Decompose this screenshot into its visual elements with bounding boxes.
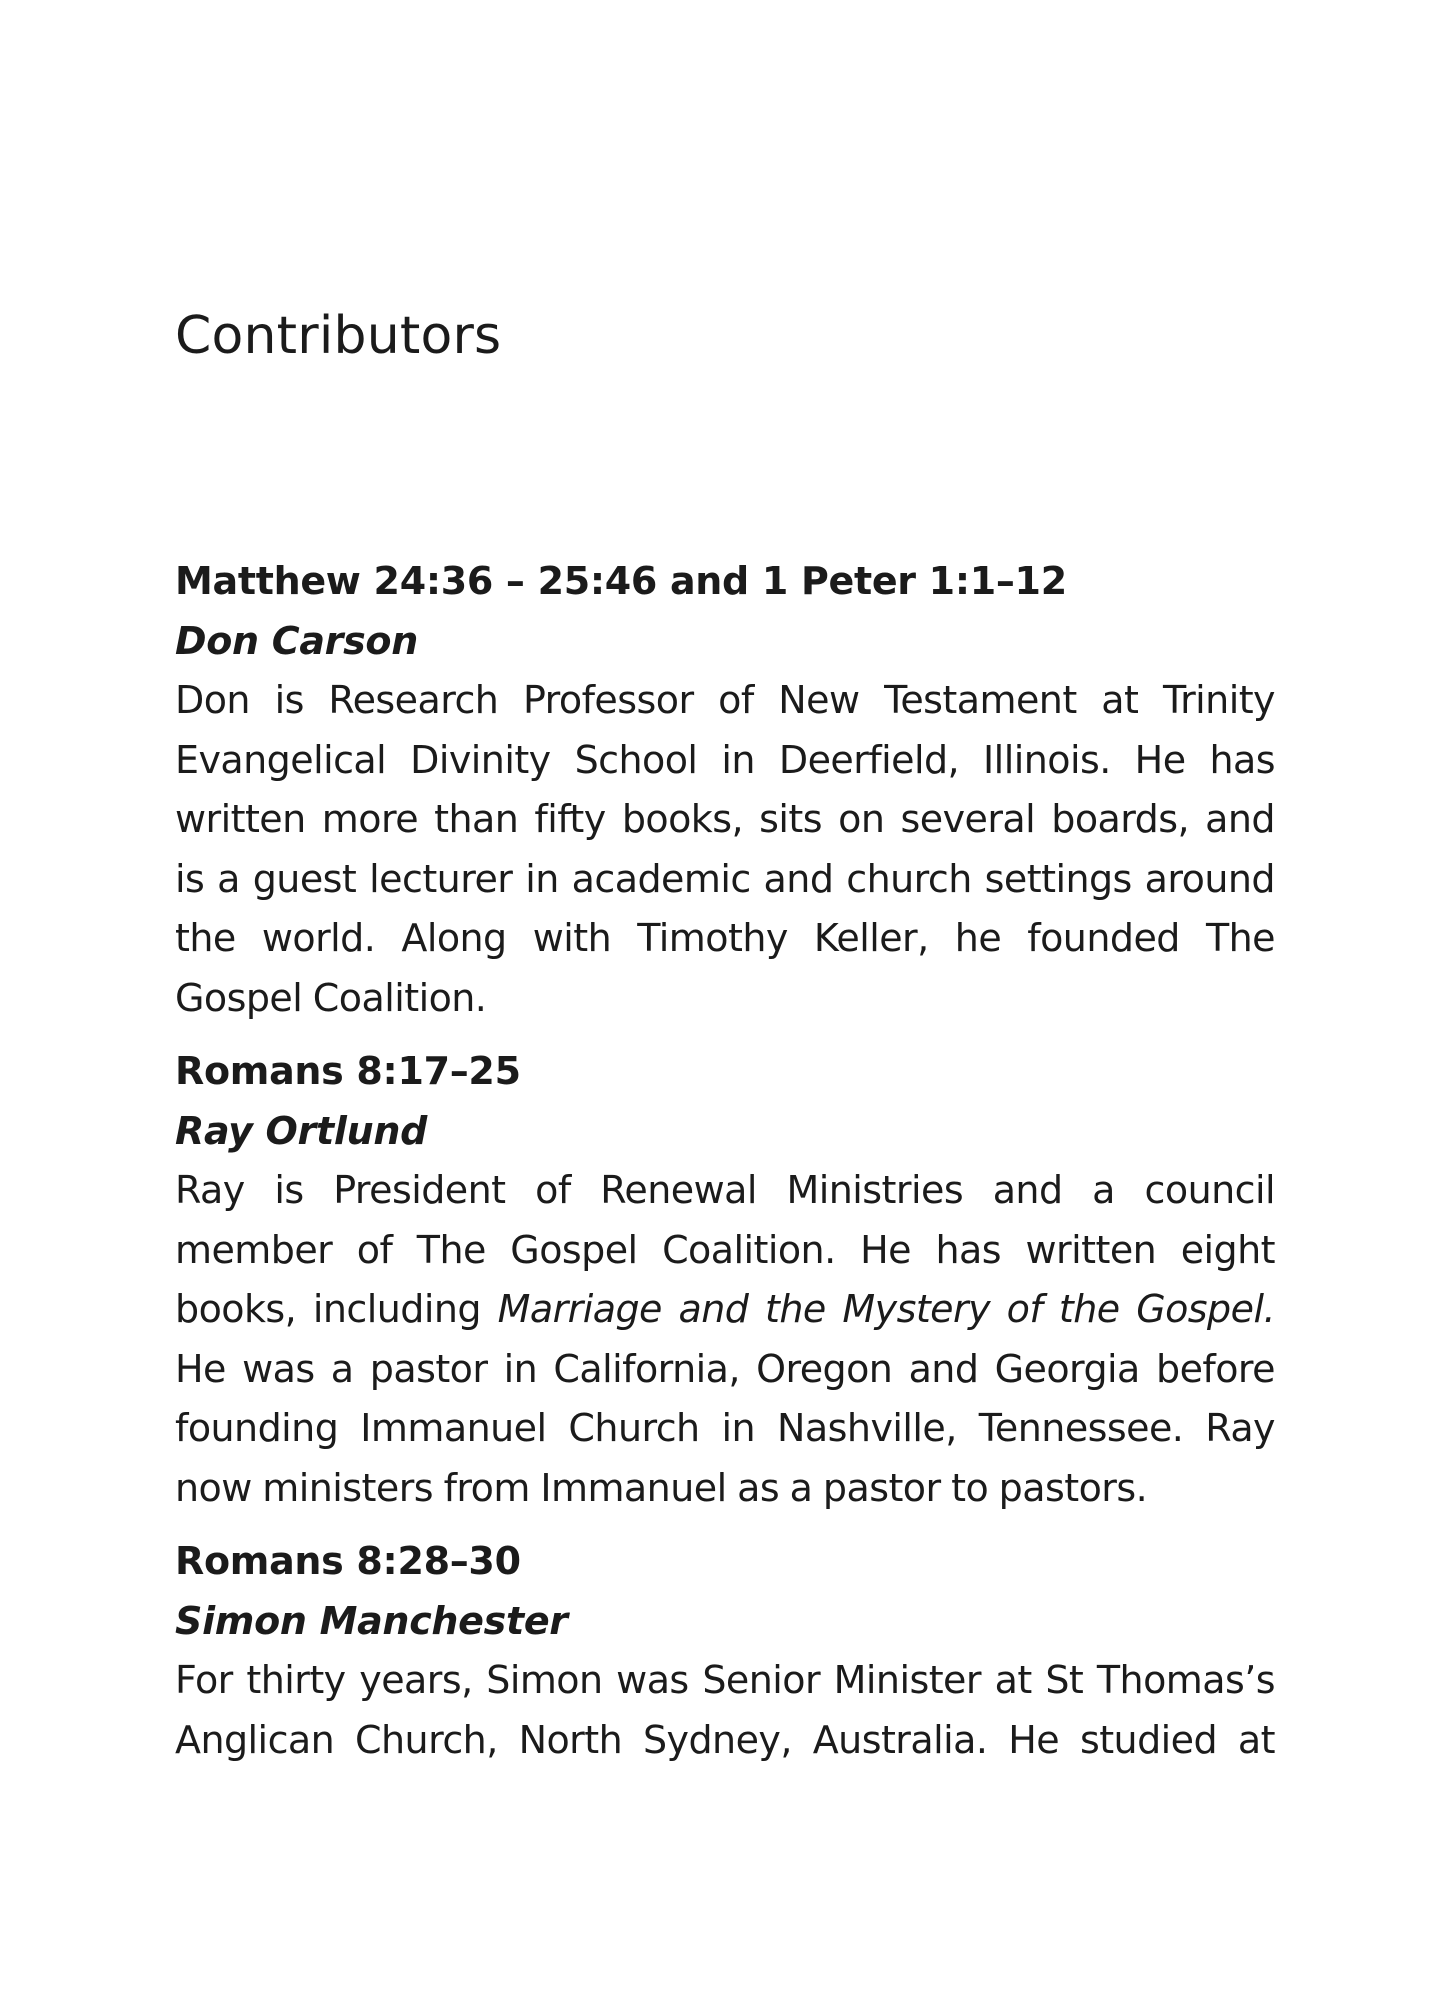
book-title: Marriage and the Mystery of the Gospel. <box>497 1287 1275 1331</box>
bio-line: Gospel Coalition. <box>175 975 487 1020</box>
scripture-reference: Matthew 24:36 – 25:46 and 1 Peter 1:1–12 <box>175 559 1067 603</box>
bio-line: For thirty years, Simon was Senior Minister at St Thomas’s <box>175 1658 1275 1702</box>
bio-text: books, including <box>175 1287 498 1331</box>
bio-line: Evangelical Divinity School in Deerfield, Illinois. He has <box>175 737 1275 782</box>
contributor-name: Don Carson <box>175 618 418 663</box>
bio-line: founding Immanuel Church in Nashville, Tennessee. Ray <box>175 1406 1275 1450</box>
bio-line: Don is Research Professor of New Testament at Trinity <box>175 678 1275 722</box>
bio-line: written more than fifty books, sits on several boards, and <box>175 797 1275 841</box>
scripture-reference: Romans 8:17–25 <box>175 1049 521 1093</box>
bio-line: Ray is President of Renewal Ministries and a council <box>175 1168 1275 1212</box>
contributor-bio <box>175 1161 1275 1518</box>
contributor-list <box>175 552 1275 1784</box>
contributor-name: Ray Ortlund <box>175 1108 427 1153</box>
bio-line: Anglican Church, North Sydney, Australia. He studied at <box>175 1717 1275 1762</box>
contributor-entry <box>175 552 1275 1028</box>
contributor-entry <box>175 1042 1275 1518</box>
bio-line: member of The Gospel Coalition. He has written eight <box>175 1227 1275 1272</box>
bio-line: now ministers from Immanuel as a pastor to pastors. <box>175 1465 1148 1510</box>
contributor-entry <box>175 1532 1275 1770</box>
contributor-bio <box>175 1651 1275 1770</box>
bio-line-with-title <box>175 1280 1275 1340</box>
contributor-name: Simon Manchester <box>175 1598 568 1643</box>
page-title: Contributors <box>175 306 502 366</box>
scripture-reference: Romans 8:28–30 <box>175 1539 521 1583</box>
bio-line: the world. Along with Timothy Keller, he founded The <box>175 916 1275 960</box>
bio-line: is a guest lecturer in academic and church settings around <box>175 856 1275 901</box>
contributor-bio <box>175 671 1275 1028</box>
bio-line: He was a pastor in California, Oregon and Georgia before <box>175 1346 1275 1391</box>
